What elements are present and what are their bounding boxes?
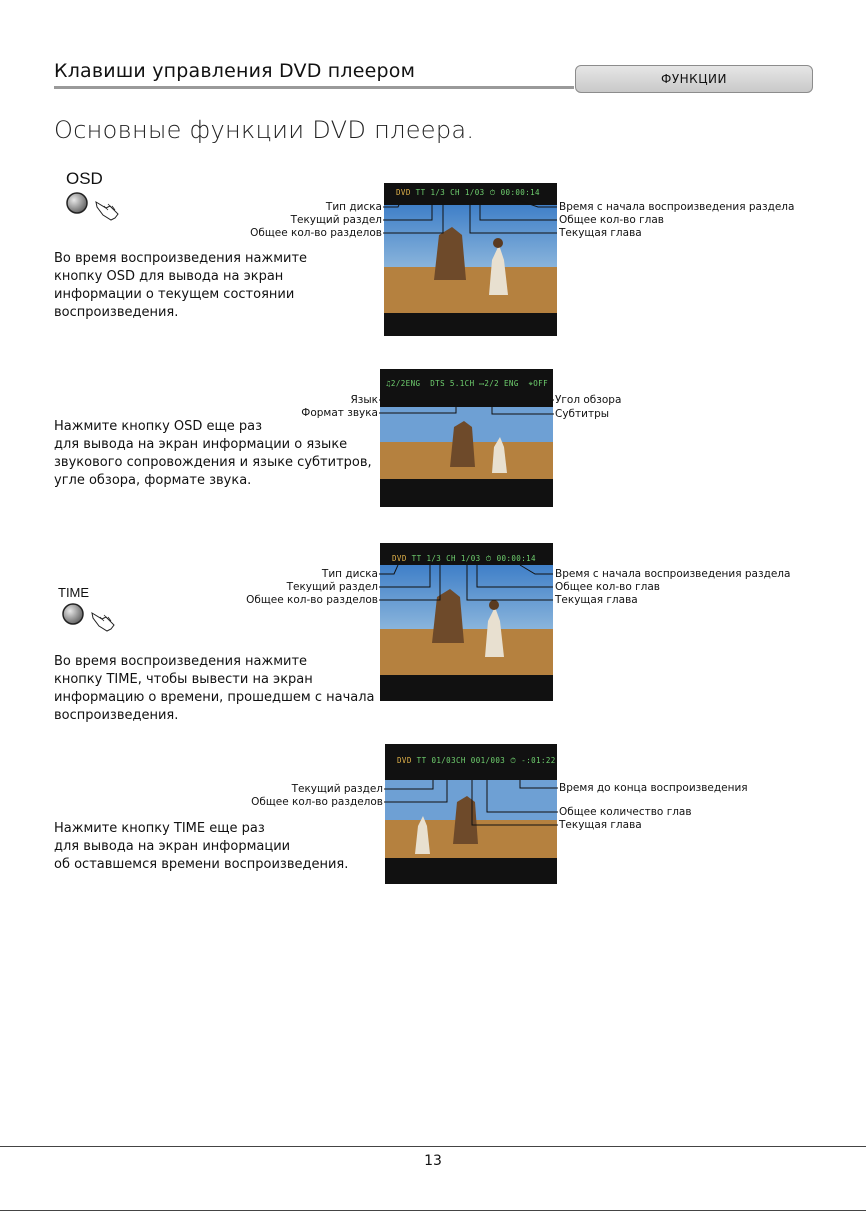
osd-description <box>54 250 374 322</box>
text-line: угле обзора, формате звука. <box>54 473 252 488</box>
osd-subtitles: ▭2/2 ENG <box>479 379 519 388</box>
text-line: Нажмите кнопку OSD еще раз <box>54 419 263 434</box>
label-total-chapters: Общее кол-во глав <box>559 214 664 226</box>
osd-button-icon <box>66 192 126 226</box>
label-elapsed-time: Время с начала воспроизведения раздела <box>555 568 791 580</box>
text-line: для вывода на экран информации о языке <box>54 437 348 452</box>
time-screen-1 <box>380 543 553 701</box>
desert-scene <box>380 407 553 479</box>
label-current-chapter: Текущая глава <box>555 594 638 606</box>
clock-icon: ⏱ <box>489 188 496 197</box>
label-total-titles: Общее кол-во разделов <box>246 594 378 606</box>
time-screen-2 <box>385 744 557 884</box>
text-line: об оставшемся времени воспроизведения. <box>54 857 349 872</box>
osd-chapter-count: 001/003 <box>470 756 506 765</box>
label-remaining-time: Время до конца воспроизведения <box>559 782 748 794</box>
time-button-label: TIME <box>58 585 90 600</box>
desert-scene <box>380 565 553 675</box>
osd-chapter-label: CH <box>446 554 456 563</box>
time-description <box>54 653 384 725</box>
osd-title-label: TT <box>411 554 422 563</box>
osd-audio-language: ♫2/2ENG <box>386 379 421 388</box>
text-line: информацию о времени, прошедшем с начала <box>54 690 375 705</box>
footer-divider <box>0 1146 866 1147</box>
text-line: звукового сопровождения и языке субтитров, <box>54 455 372 470</box>
text-line: для вывода на экран информации <box>54 839 291 854</box>
osd-readout-audio <box>386 379 548 389</box>
page-number: 13 <box>424 1153 442 1169</box>
text-line: воспроизведения. <box>54 305 179 320</box>
text-line: кнопку OSD для вывода на экран <box>54 269 284 284</box>
osd-readout <box>396 188 540 198</box>
bottom-divider <box>0 1210 866 1211</box>
section-tab <box>575 65 813 93</box>
label-current-title: Текущий раздел <box>290 214 382 226</box>
osd-title-label: TT <box>415 188 426 197</box>
label-total-chapters: Общее количество глав <box>559 806 692 818</box>
osd-title: 1/3 <box>430 188 446 197</box>
clock-icon: ⏱ <box>510 756 517 765</box>
label-language: Язык <box>350 394 378 406</box>
text-line: Во время воспроизведения нажмите <box>54 654 308 669</box>
label-current-title: Текущий раздел <box>291 783 383 795</box>
osd-readout <box>392 554 536 564</box>
desert-scene <box>384 205 557 313</box>
osd-title-label: TT <box>416 756 427 765</box>
osd-disc-type: DVD <box>396 188 411 197</box>
label-total-chapters: Общее кол-во глав <box>555 581 660 593</box>
page-title: Основные функции DVD плеера. <box>54 116 475 144</box>
label-current-chapter: Текущая глава <box>559 227 642 239</box>
label-disc-type: Тип диска <box>325 201 382 213</box>
label-current-chapter: Текущая глава <box>559 819 642 831</box>
desert-scene <box>385 780 557 858</box>
label-current-title: Текущий раздел <box>286 581 378 593</box>
osd-disc-type: DVD <box>397 756 412 765</box>
text-line: воспроизведения. <box>54 708 179 723</box>
text-line: информации о текущем состоянии <box>54 287 295 302</box>
text-line: кнопку TIME, чтобы вывести на экран <box>54 672 313 687</box>
osd-time: 00:00:14 <box>500 188 540 197</box>
osd-button-label: OSD <box>66 169 103 188</box>
label-angle: Угол обзора <box>555 394 622 406</box>
osd-screen-2 <box>380 369 553 507</box>
osd-chapter-label: CH <box>450 188 460 197</box>
time-button-icon <box>62 603 122 637</box>
osd-readout-remaining <box>397 756 556 766</box>
label-elapsed-time: Время с начала воспроизведения раздела <box>559 201 795 213</box>
osd-title-chapter: 01/03CH <box>431 756 466 765</box>
osd-audio-format: DTS 5.1CH <box>430 379 475 388</box>
time-remaining-description <box>54 820 384 874</box>
text-line: Во время воспроизведения нажмите <box>54 251 308 266</box>
header-title: Клавиши управления DVD плеером <box>54 60 416 82</box>
label-subtitles: Субтитры <box>555 408 610 420</box>
osd-title: 1/3 <box>426 554 442 563</box>
clock-icon: ⏱ <box>485 554 492 563</box>
osd-screen-1 <box>384 183 557 336</box>
label-disc-type: Тип диска <box>321 568 378 580</box>
osd-chapter: 1/03 <box>460 554 481 563</box>
text-line: Нажмите кнопку TIME еще раз <box>54 821 265 836</box>
osd-disc-type: DVD <box>392 554 407 563</box>
osd-time: 00:00:14 <box>496 554 536 563</box>
osd-chapter: 1/03 <box>464 188 485 197</box>
osd-second-description <box>54 418 384 490</box>
osd-remaining-time: -:01:22 <box>521 756 556 765</box>
label-total-titles: Общее кол-во разделов <box>250 227 382 239</box>
label-total-titles: Общее кол-во разделов <box>251 796 383 808</box>
header-divider <box>54 86 574 89</box>
osd-angle: ⌖OFF <box>528 379 548 388</box>
section-tab-label: ФУНКЦИИ <box>661 72 727 86</box>
label-audio-format: Формат звука <box>301 407 378 419</box>
